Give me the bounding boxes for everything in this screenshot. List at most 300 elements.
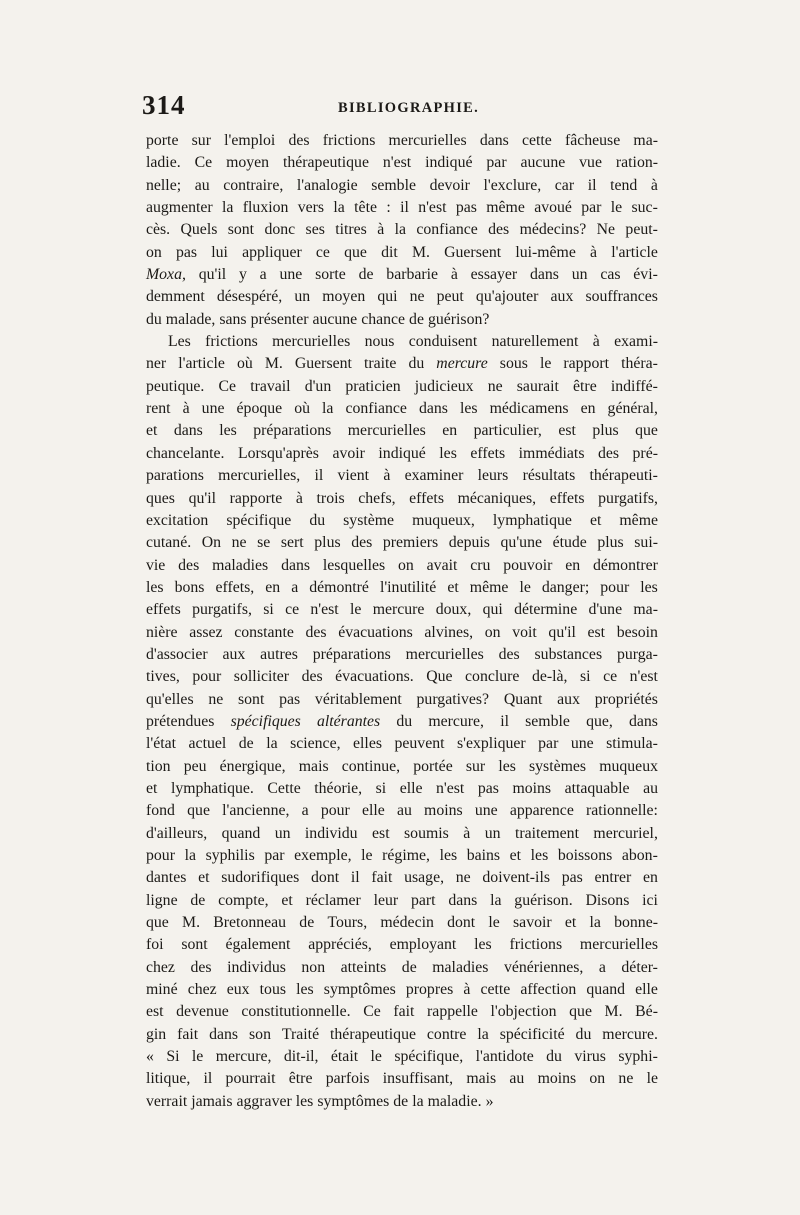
word: fait [371, 869, 393, 887]
word: travail [250, 377, 291, 395]
text-line [146, 890, 658, 912]
word: médecins? [519, 221, 587, 239]
word: gin [146, 1025, 167, 1043]
word: et [146, 779, 158, 797]
word: sur [191, 132, 211, 149]
word: doivent-ils [482, 869, 550, 887]
word: la [477, 1025, 489, 1043]
text-line [146, 286, 658, 308]
word: de [409, 310, 424, 328]
word: que [187, 802, 210, 820]
word: elles [353, 735, 382, 753]
word: du [309, 511, 326, 529]
word: aucune [312, 310, 358, 328]
word: mercurielles, [218, 467, 301, 485]
word: ma- [633, 132, 658, 149]
word: préparations [253, 422, 332, 440]
word: pourrait [225, 1070, 276, 1088]
word: dont [311, 869, 340, 887]
word: plus [314, 534, 341, 552]
word: son [249, 1025, 271, 1043]
text-line [146, 957, 658, 979]
word: sui- [634, 534, 658, 552]
word: mercurielles [579, 936, 658, 954]
word: ici [642, 891, 658, 909]
word: qu'il [188, 489, 217, 507]
word: dans [448, 891, 478, 909]
word: à [182, 400, 190, 418]
word: leurs [477, 467, 509, 485]
word: même [469, 578, 509, 596]
word: des [178, 556, 200, 574]
word: soumis [404, 824, 449, 842]
word: thérapeutique [282, 154, 369, 172]
word: traite [363, 355, 397, 373]
word: que [569, 1003, 592, 1021]
word: la [412, 1092, 424, 1110]
word: le [349, 601, 362, 619]
word: ne [208, 690, 224, 708]
word: à [377, 221, 385, 239]
word: ce [285, 601, 300, 619]
word: d'une [588, 601, 623, 619]
word: médecin [380, 914, 434, 932]
word: l'analogie [296, 176, 358, 194]
word: conclure [465, 668, 520, 686]
word: et [509, 847, 522, 864]
word: dans [479, 132, 509, 149]
word: continue, [341, 757, 401, 775]
word: muqueux, [412, 511, 475, 529]
word: le [539, 355, 552, 373]
word: un [484, 824, 501, 842]
word: Guersent [294, 355, 352, 373]
word: n'est [382, 154, 412, 172]
word: lesquelles [322, 556, 386, 574]
word: moyen [226, 154, 270, 172]
word: vie [146, 556, 166, 574]
word: solliciter [233, 668, 290, 686]
text-line [146, 1001, 658, 1023]
word: mercuriel, [593, 824, 658, 842]
word: mercure, [428, 712, 485, 730]
word: véritablement [314, 690, 402, 708]
word: il [587, 176, 597, 194]
word: qu'il [548, 623, 576, 641]
word: essayer [470, 266, 518, 284]
word: contraire, [223, 176, 284, 194]
word: M. [264, 355, 283, 373]
text-line [146, 197, 658, 219]
word: chefs, [358, 489, 396, 507]
word: que [635, 422, 658, 440]
word: elle [399, 779, 423, 797]
word: les [439, 847, 458, 864]
word: l'exclure, [483, 176, 542, 194]
word: des [488, 221, 510, 239]
word: il [500, 712, 509, 730]
word: nous [364, 333, 395, 351]
text-line [146, 510, 658, 532]
word: a [301, 802, 309, 820]
word: en [265, 578, 281, 596]
text-line [146, 264, 658, 286]
word: devoir [429, 176, 470, 194]
word: le [191, 1048, 204, 1066]
word: étude [552, 534, 587, 552]
word: qui [482, 601, 503, 619]
word: guérison. [514, 891, 573, 909]
word: virus [574, 1048, 606, 1066]
word: tous [259, 981, 287, 999]
word: les [640, 578, 658, 596]
word: ration- [615, 154, 658, 172]
text-line [146, 800, 658, 822]
word: la [490, 891, 502, 909]
word: des [498, 645, 520, 663]
word: mercure. [602, 1025, 658, 1043]
word: souffrances [585, 288, 658, 306]
word: spécificité [499, 1025, 565, 1043]
word: indiqué [378, 444, 426, 462]
word: naturellement [491, 333, 579, 351]
word: premiers [382, 534, 439, 552]
word: a [259, 266, 267, 284]
word: présenter [250, 310, 309, 328]
word: particulier, [473, 422, 542, 440]
word: en [442, 422, 458, 440]
word: dans [529, 266, 559, 284]
text-line [146, 1046, 658, 1068]
word: « [146, 1048, 154, 1066]
word: l'inutilité [379, 578, 437, 596]
text-line [146, 398, 658, 420]
word: dans [629, 712, 658, 730]
word: démontrer [592, 556, 658, 574]
word: thérapeutique [330, 1025, 416, 1043]
word: Si [166, 1048, 180, 1066]
word: le [488, 914, 500, 932]
word: autres [260, 645, 298, 663]
word: maladies [432, 958, 489, 976]
word: vénériennes, [503, 958, 584, 976]
word: des [190, 958, 212, 976]
word: un [274, 824, 291, 842]
word: fluxion [242, 199, 289, 217]
word: théorie, [314, 779, 363, 797]
word: époque [236, 400, 283, 418]
word: n'est [629, 668, 658, 686]
word: ne [455, 869, 471, 887]
word: maladie. [427, 1092, 482, 1110]
word: en [643, 869, 658, 887]
word: maladies [212, 556, 269, 574]
word: des [301, 668, 323, 686]
word: être [288, 1070, 313, 1088]
word: confiance [345, 400, 407, 418]
word: car [554, 176, 575, 194]
word: moins [512, 779, 552, 797]
word: à [450, 266, 458, 284]
word: et [198, 869, 210, 887]
word: jamais [191, 1092, 233, 1110]
word: appréciés, [308, 936, 372, 954]
word: elle [361, 802, 385, 820]
word: la [394, 221, 406, 239]
word: pas [477, 779, 499, 797]
word: il [314, 467, 324, 485]
word: indiffé- [610, 377, 658, 395]
word: malade, [165, 310, 216, 328]
word: vient [337, 467, 370, 485]
word: donc [264, 221, 296, 239]
text-line [146, 666, 658, 688]
word: du [396, 712, 413, 730]
word: les [498, 757, 516, 775]
text-line [146, 622, 658, 644]
word: médicamens [489, 400, 569, 418]
text-line [146, 711, 658, 733]
word: le [361, 847, 373, 864]
text-line [146, 845, 658, 867]
word: litique, [146, 1070, 191, 1088]
word: cette [521, 132, 552, 149]
word: devenue [176, 1003, 229, 1021]
word: fâcheuse [564, 132, 621, 149]
word: un [571, 266, 588, 284]
text-line [146, 443, 658, 465]
word: l'article [611, 243, 658, 261]
word: que [344, 243, 367, 261]
word: mercurielles [272, 333, 351, 351]
text-line [146, 532, 658, 554]
word: symptômes [323, 981, 396, 999]
word: la [333, 199, 345, 217]
word: préparations [312, 645, 391, 663]
word: bons [174, 578, 205, 596]
word: pas [279, 690, 301, 708]
word: on [589, 1070, 606, 1088]
word: purgatifs, [598, 489, 658, 507]
word: les [295, 1092, 314, 1110]
word: eux [226, 981, 250, 999]
word: qu'il [198, 266, 227, 284]
word: moins [424, 802, 463, 820]
word: cutané. [146, 534, 192, 552]
word: frictions [322, 132, 376, 149]
text-line [146, 376, 658, 398]
word: nelle; [146, 176, 182, 194]
word: qu'ajouter [475, 288, 539, 306]
word: en [580, 400, 596, 418]
word: système [343, 511, 395, 529]
word: barbarie [386, 266, 439, 284]
word: du [408, 355, 425, 373]
word: spécifique, [394, 1048, 464, 1066]
word: Quant [503, 690, 543, 708]
word: avait [426, 556, 458, 574]
word: à [592, 333, 600, 351]
word: mais [466, 1070, 497, 1088]
word: l'état [146, 735, 177, 753]
word: sert [280, 534, 304, 552]
word: tives, [146, 668, 180, 686]
word: où [294, 400, 310, 418]
word: ne [487, 377, 503, 395]
word: effets [549, 489, 585, 507]
word: même [486, 199, 525, 217]
word: assez [189, 623, 223, 641]
word: immédiats [518, 444, 585, 462]
word: non [301, 958, 326, 976]
word: Ne [596, 221, 616, 239]
word: pour [192, 668, 222, 686]
text-line [146, 823, 658, 845]
word: dans [173, 422, 203, 440]
text-line [146, 331, 658, 353]
word: que [146, 914, 169, 932]
word: une [474, 802, 498, 820]
word: on [398, 556, 414, 574]
word: l'article [178, 355, 225, 373]
word: besoin [616, 623, 658, 641]
word: cru [470, 556, 491, 574]
word: Traité [281, 1025, 320, 1043]
text-line [146, 867, 658, 889]
word: porte [146, 132, 179, 149]
word: examiner [404, 467, 464, 485]
word: constitutionnelle. [241, 1003, 351, 1021]
word: rapport [563, 355, 610, 373]
word: mais [298, 757, 329, 775]
word: voit [512, 623, 537, 641]
word: résultats [522, 467, 576, 485]
word: même [619, 511, 658, 529]
word: des [351, 534, 373, 552]
text-line [146, 599, 658, 621]
word: semble [525, 712, 570, 730]
word: au [509, 1070, 525, 1088]
word: Ce [218, 377, 237, 395]
word: tion [146, 757, 171, 775]
word: peut [436, 288, 464, 306]
word: également [225, 936, 291, 954]
word: : [386, 199, 391, 217]
word: frictions [509, 936, 563, 954]
word: la [589, 914, 601, 932]
word: sont [181, 936, 208, 954]
word: indiqué [425, 154, 473, 172]
word: Bé- [635, 1003, 658, 1021]
word: Moxa, [146, 266, 186, 284]
word: dans [209, 1025, 239, 1043]
word: n'est [310, 601, 339, 619]
word: des [288, 132, 310, 149]
word: Les [168, 333, 191, 351]
word: atteints [340, 958, 387, 976]
word: énergique, [219, 757, 286, 775]
word: peu [183, 757, 207, 775]
word: suc- [631, 199, 658, 217]
word: » [485, 1092, 494, 1110]
word: purga- [616, 645, 658, 663]
word: de [238, 735, 254, 753]
word: en [565, 556, 581, 574]
word: entrer [594, 869, 632, 887]
word: on [146, 243, 162, 261]
word: il [400, 199, 409, 217]
word: et [564, 914, 577, 932]
word: propriétés [594, 690, 658, 708]
word: foi [146, 936, 164, 954]
word: plus [592, 422, 619, 440]
word: individu [304, 824, 358, 842]
word: M. [182, 914, 201, 932]
word: dans [418, 400, 448, 418]
text-line [146, 689, 658, 711]
word: par [538, 735, 559, 753]
word: mercure [372, 601, 425, 619]
word: dans [281, 556, 311, 574]
word: fait [393, 1003, 415, 1021]
word: aux [222, 645, 246, 663]
word: M. [604, 1003, 623, 1021]
word: ladie. [146, 154, 181, 172]
word: du [146, 310, 162, 328]
word: rationnelle: [586, 802, 658, 820]
word: sans [219, 310, 247, 328]
word: miné [146, 981, 178, 999]
word: leur [373, 891, 399, 909]
word: aux [557, 690, 580, 708]
text-line [146, 242, 658, 264]
word: du [575, 1025, 592, 1043]
word: si [263, 601, 274, 619]
word: excitation [146, 511, 209, 529]
word: part [410, 891, 436, 909]
word: aucune [520, 154, 566, 172]
word: et [589, 511, 602, 529]
word: est [558, 422, 576, 440]
word: titres [335, 221, 367, 239]
word: ne [618, 1070, 634, 1088]
word: évacuations. [335, 668, 414, 686]
word: sorte [315, 266, 346, 284]
word: chance [361, 310, 406, 328]
word: ma- [633, 601, 658, 619]
word: pré- [632, 444, 658, 462]
text-line [146, 465, 658, 487]
word: est [146, 1003, 164, 1021]
word: quand [586, 981, 625, 999]
word: moins [537, 1070, 577, 1088]
word: évi- [633, 266, 658, 284]
word: pas [175, 243, 198, 261]
word: pas [455, 199, 477, 217]
word: de-là, [531, 668, 568, 686]
word: spécifiques [230, 712, 301, 730]
word: la [184, 847, 196, 864]
word: sont [227, 221, 255, 239]
word: M. [411, 243, 430, 261]
text-line [146, 219, 658, 241]
word: Guersent [444, 243, 502, 261]
word: qu'une [500, 534, 542, 552]
word: verrait [146, 1092, 188, 1110]
word: réclamer [305, 891, 361, 909]
word: On [201, 534, 222, 552]
word: s'expliquer [457, 735, 526, 753]
